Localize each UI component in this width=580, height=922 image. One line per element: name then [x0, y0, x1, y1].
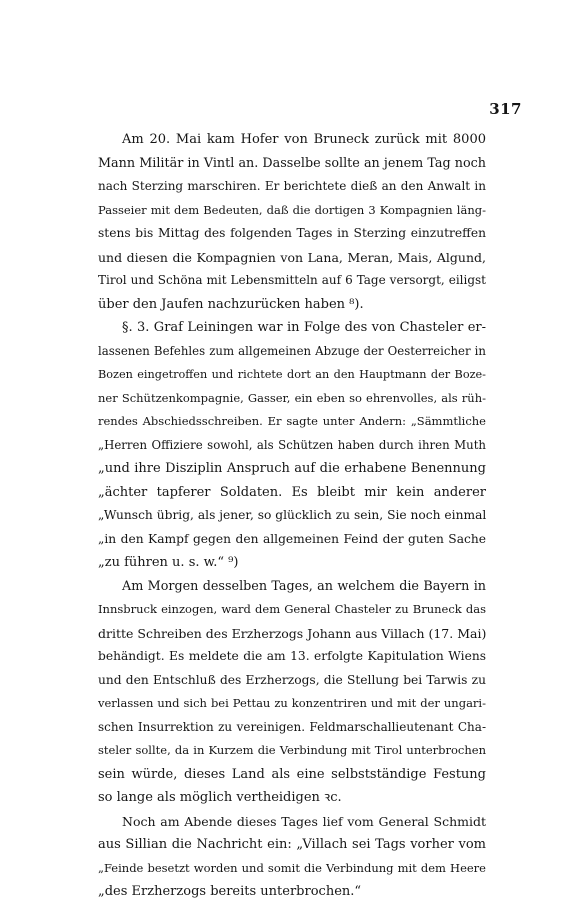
text-line: Mann Militär in Vintl an. Dasselbe sollte an jenem Tag noch: [98, 155, 486, 171]
text-line: schen Insurrektion zu vereinigen. Feldmarschallieutenant Cha-: [98, 719, 486, 734]
text-line: Passeier mit dem Bedeuten, daß die dortigen 3 Kompagnien läng-: [98, 202, 486, 217]
text-line: verlassen und sich bei Pettau zu konzentriren und mit der ungari-: [98, 696, 486, 710]
text-line: behändigt. Es meldete die am 13. erfolgte Kapitulation Wiens: [98, 649, 486, 663]
text-line: ner Schützenkompagnie, Gasser, ein eben so ehrenvolles, als rüh-: [98, 390, 486, 405]
text-line: „des Erzherzogs bereits unterbrochen.“: [98, 884, 362, 899]
text-line: dritte Schreiben des Erzherzogs Johann aus Villach (17. Mai): [98, 625, 486, 641]
text-line: §. 3. Graf Leiningen war in Folge des von Chasteler er-: [122, 320, 486, 335]
page-number: 317: [489, 100, 522, 118]
text-line: rendes Abschiedsschreiben. Er sagte unter Andern: „Sämmtliche: [98, 414, 486, 428]
text-line: so lange als möglich vertheidigen ꝛc.: [98, 790, 342, 805]
text-line: Innsbruck einzogen, ward dem General Chasteler zu Bruneck das: [98, 602, 486, 616]
body-text: [98, 128, 486, 904]
text-line: nach Sterzing marschiren. Er berichtete dieß an den Anwalt in: [98, 179, 486, 193]
text-line: „Herren Offiziere sowohl, als Schützen haben durch ihren Muth: [98, 437, 486, 452]
text-line: Tirol und Schöna mit Lebensmitteln auf 6 Tage versorgt, eiligst: [98, 273, 486, 287]
text-line: und diesen die Kompagnien von Lana, Meran, Mais, Algund,: [98, 249, 486, 265]
text-line: Am 20. Mai kam Hofer von Bruneck zurück mit 8000: [122, 132, 486, 147]
text-line: Noch am Abende dieses Tages lief vom General Schmidt: [122, 813, 486, 829]
text-line: „zu führen u. s. w.“ ⁹): [98, 555, 239, 570]
text-line: „Feinde besetzt worden und somit die Verbindung mit dem Heere: [98, 860, 486, 875]
text-line: sein würde, dieses Land als eine selbstständige Festung: [98, 766, 486, 782]
text-line: stens bis Mittag des folgenden Tages in Sterzing einzutreffen: [98, 226, 486, 240]
text-line: über den Jaufen nachzurücken haben ⁸).: [98, 296, 364, 312]
text-line: „und ihre Disziplin Anspruch auf die erhabene Benennung: [98, 461, 486, 476]
text-line: steler sollte, da in Kurzem die Verbindung mit Tirol unterbrochen: [98, 743, 486, 757]
text-line: „ächter tapferer Soldaten. Es bleibt mir kein anderer: [98, 484, 486, 500]
text-line: „Wunsch übrig, als jener, so glücklich zu sein, Sie noch einmal: [98, 508, 486, 522]
text-line: aus Sillian die Nachricht ein: „Villach sei Tags vorher vom: [98, 837, 486, 852]
text-line: lassenen Befehles zum allgemeinen Abzuge der Oesterreicher in: [98, 343, 486, 358]
text-line: Bozen eingetroffen und richtete dort an den Hauptmann der Boze-: [98, 368, 486, 381]
text-line: „in den Kampf gegen den allgemeinen Feind der guten Sache: [98, 531, 486, 546]
text-line: Am Morgen desselben Tages, an welchem die Bayern in: [122, 578, 486, 594]
text-line: und den Entschluß des Erzherzogs, die Stellung bei Tarwis zu: [98, 672, 486, 687]
